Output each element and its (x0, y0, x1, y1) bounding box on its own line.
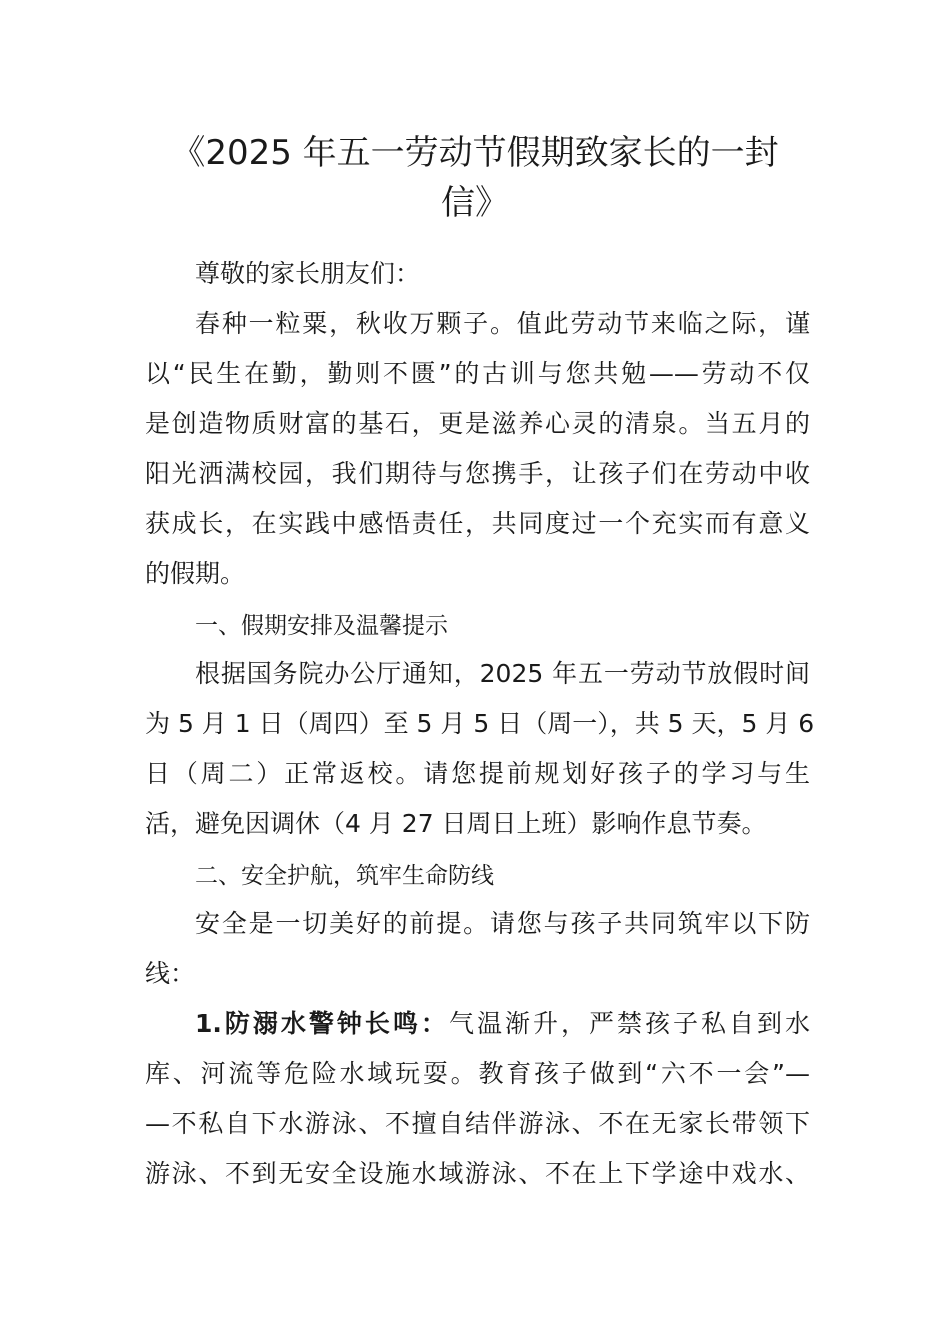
intro-line-5: 获成长，在实践中感悟责任，共同度过一个充实而有意义 (145, 509, 810, 538)
intro-line-2: 以“民生在勤，勤则不匮”的古训与您共勉——劳动不仅 (145, 359, 810, 388)
intro-line-6: 的假期。 (145, 559, 246, 588)
intro-line-3: 是创造物质财富的基石，更是滋养心灵的清泉。当五月的 (145, 409, 810, 438)
item-1-label: 1.防溺水警钟长鸣： (195, 1009, 449, 1038)
item-1-line-1 (195, 1008, 810, 1040)
section-1-line-2: 为 5 月 1 日（周四）至 5 月 5 日（周一），共 5 天，5 月 6 (145, 709, 815, 738)
intro-line-1: 春种一粒粟，秋收万颗子。值此劳动节来临之际，谨 (195, 309, 810, 338)
item-1-line-4: 游泳、不到无安全设施水域游泳、不在上下学途中戏水、 (145, 1159, 810, 1188)
document-title-line-2: 信》 (441, 183, 509, 223)
section-2-heading: 二、安全护航，筑牢生命防线 (195, 863, 494, 889)
item-1-line-2: 库、河流等危险水域玩耍。教育孩子做到“六不一会”— (145, 1059, 810, 1088)
item-1-line-1-text: 气温渐升，严禁孩子私自到水 (448, 1009, 810, 1038)
document-title-line-1: 《2025 年五一劳动节假期致家长的一封 (171, 133, 779, 173)
section-2-line-1: 安全是一切美好的前提。请您与孩子共同筑牢以下防 (195, 909, 810, 938)
salutation: 尊敬的家长朋友们： (195, 259, 421, 288)
section-1-line-3: 日（周二）正常返校。请您提前规划好孩子的学习与生 (145, 759, 810, 788)
item-1-line-3: —不私自下水游泳、不擅自结伴游泳、不在无家长带领下 (145, 1109, 810, 1138)
section-1-line-1: 根据国务院办公厅通知，2025 年五一劳动节放假时间 (195, 659, 810, 688)
intro-line-4: 阳光洒满校园，我们期待与您携手，让孩子们在劳动中收 (145, 459, 810, 488)
section-1-heading: 一、假期安排及温馨提示 (195, 613, 448, 639)
section-1-line-4: 活，避免因调休（4 月 27 日周日上班）影响作息节奏。 (145, 809, 767, 838)
section-2-line-2: 线： (145, 959, 196, 988)
